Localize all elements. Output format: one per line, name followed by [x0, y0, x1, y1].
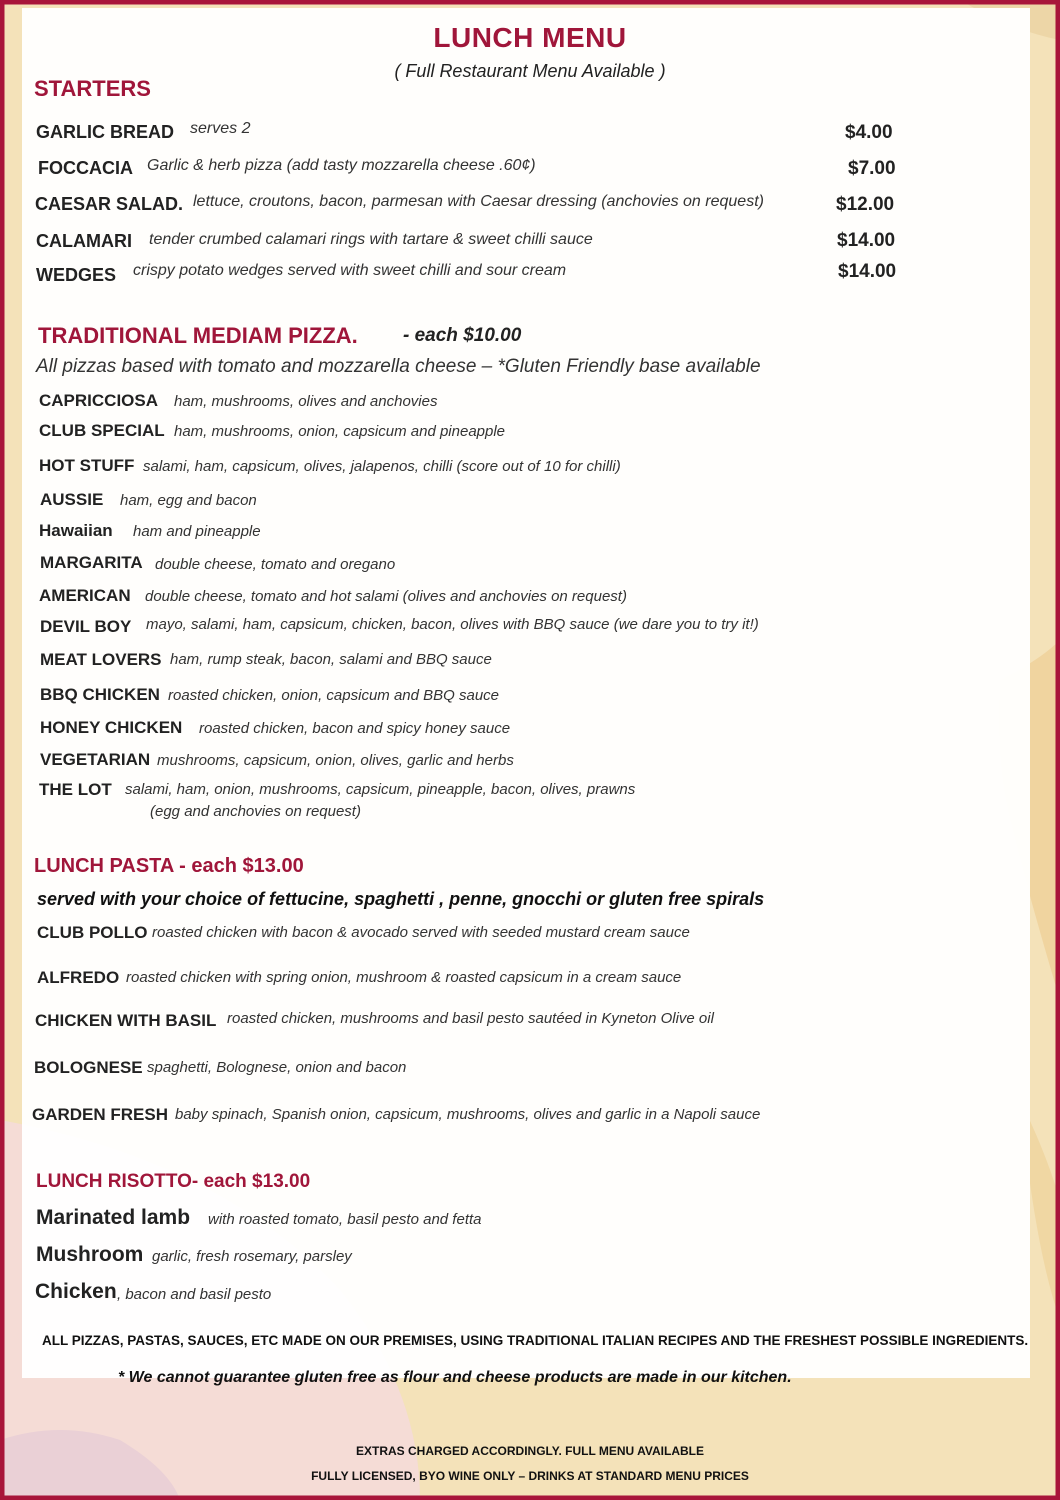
pizza-name: Hawaiian — [39, 521, 113, 540]
pizza-desc: salami, ham, onion, mushrooms, capsicum, pineapple, bacon, olives, prawns — [125, 781, 636, 798]
pizza-desc: roasted chicken, onion, capsicum and BBQ sauce — [168, 687, 500, 704]
pizza-name: CLUB SPECIAL — [39, 421, 165, 440]
pizza-name: THE LOT — [39, 780, 112, 799]
starter-name: WEDGES — [36, 265, 117, 285]
pasta-desc: roasted chicken, mushrooms and basil pesto sautéed in Kyneton Olive oil — [227, 1010, 714, 1027]
pasta-name: GARDEN FRESH — [32, 1105, 169, 1124]
pizza-desc: mushrooms, capsicum, onion, olives, garlic and herbs — [157, 752, 514, 769]
pasta-heading: LUNCH PASTA - each $13.00 — [34, 855, 304, 877]
starter-name: GARLIC BREAD — [36, 122, 174, 142]
pizza-desc: ham, rump steak, bacon, salami and BBQ sauce — [170, 651, 492, 668]
starter-name: FOCCACIA — [38, 158, 133, 178]
licensed-note: FULLY LICENSED, BYO WINE ONLY – DRINKS AT STANDARD MENU PRICES — [311, 1469, 749, 1483]
pasta-desc: roasted chicken with bacon & avocado served with seeded mustard cream sauce — [152, 924, 690, 941]
pizza-name: VEGETARIAN — [40, 750, 151, 769]
pasta-name: CHICKEN WITH BASIL — [35, 1011, 217, 1030]
risotto-name: Mushroom — [36, 1243, 144, 1266]
pasta-name: BOLOGNESE — [34, 1058, 143, 1077]
pizza-desc: salami, ham, capsicum, olives, jalapenos, chilli (score out of 10 for chilli) — [143, 458, 621, 475]
menu-title: LUNCH MENU — [433, 22, 627, 53]
premises-note: ALL PIZZAS, PASTAS, SAUCES, ETC MADE ON OUR PREMISES, USING TRADITIONAL ITALIAN RECIPES AND THE FRESHEST POSSIBLE INGREDIENTS. — [42, 1333, 1029, 1348]
pizza-name: AMERICAN — [39, 586, 131, 605]
pizza-desc: ham and pineapple — [133, 523, 261, 540]
pizza-price-note: - each $10.00 — [403, 325, 522, 346]
starter-desc: Garlic & herb pizza (add tasty mozzarella cheese .60¢) — [147, 157, 536, 174]
pizza-name: BBQ CHICKEN — [40, 685, 160, 704]
gluten-note: * We cannot guarantee gluten free as flour and cheese products are made in our kitchen. — [118, 1369, 792, 1386]
pasta-desc: spaghetti, Bolognese, onion and bacon — [147, 1059, 407, 1076]
menu-subtitle: ( Full Restaurant Menu Available ) — [394, 61, 666, 81]
starter-desc: tender crumbed calamari rings with tartare & sweet chilli sauce — [149, 231, 593, 248]
pizza-desc: ham, mushrooms, onion, capsicum and pineapple — [174, 423, 506, 440]
pizza-heading: TRADITIONAL MEDIAM PIZZA. — [38, 323, 358, 348]
pasta-desc: baby spinach, Spanish onion, capsicum, mushrooms, olives and garlic in a Napoli sauce — [175, 1106, 761, 1123]
pizza-desc: ham, egg and bacon — [120, 492, 257, 509]
starter-desc: lettuce, croutons, bacon, parmesan with Caesar dressing (anchovies on request) — [193, 193, 764, 210]
pizza-name: CAPRICCIOSA — [39, 391, 159, 410]
pizza-name: DEVIL BOY — [40, 617, 132, 636]
pizza-desc-continued: (egg and anchovies on request) — [150, 803, 361, 820]
starter-name: CAESAR SALAD. — [35, 194, 184, 214]
pizza-desc: double cheese, tomato and oregano — [155, 556, 396, 573]
risotto-desc: garlic, fresh rosemary, parsley — [152, 1248, 352, 1265]
starter-price: $12.00 — [836, 194, 895, 215]
starter-desc: crispy potato wedges served with sweet chilli and sour cream — [133, 262, 567, 279]
pizza-desc: ham, mushrooms, olives and anchovies — [174, 393, 438, 410]
starter-price: $7.00 — [848, 158, 896, 179]
extras-note: EXTRAS CHARGED ACCORDINGLY. FULL MENU AVAILABLE — [355, 1444, 704, 1458]
pizza-name: HONEY CHICKEN — [40, 718, 183, 737]
risotto-desc: with roasted tomato, basil pesto and fetta — [208, 1211, 482, 1228]
risotto-name: Chicken — [35, 1280, 117, 1303]
starter-name: CALAMARI — [36, 231, 132, 251]
starter-price: $14.00 — [838, 261, 897, 282]
pizza-name: MEAT LOVERS — [40, 650, 162, 669]
starters-heading: STARTERS — [34, 76, 151, 101]
pasta-intro: served with your choice of fettucine, spaghetti , penne, gnocchi or gluten free spirals — [37, 889, 765, 909]
starter-price: $14.00 — [837, 230, 896, 251]
pizza-intro: All pizzas based with tomato and mozzarella cheese – *Gluten Friendly base available — [36, 356, 761, 377]
pizza-desc: double cheese, tomato and hot salami (olives and anchovies on request) — [145, 588, 627, 605]
risotto-name: Marinated lamb — [36, 1206, 191, 1229]
starter-desc: serves 2 — [190, 120, 251, 137]
pizza-name: HOT STUFF — [39, 456, 135, 475]
pizza-desc: mayo, salami, ham, capsicum, chicken, bacon, olives with BBQ sauce (we dare you to try it!) — [146, 616, 759, 633]
risotto-heading: LUNCH RISOTTO- each $13.00 — [36, 1171, 311, 1192]
risotto-desc: , bacon and basil pesto — [117, 1286, 272, 1303]
pizza-desc: roasted chicken, bacon and spicy honey sauce — [199, 720, 511, 737]
pasta-desc: roasted chicken with spring onion, mushroom & roasted capsicum in a cream sauce — [126, 969, 682, 986]
pizza-name: MARGARITA — [40, 553, 143, 572]
pasta-name: CLUB POLLO — [37, 923, 148, 942]
starter-price: $4.00 — [845, 122, 893, 143]
pasta-name: ALFREDO — [37, 968, 120, 987]
pizza-name: AUSSIE — [40, 490, 104, 509]
